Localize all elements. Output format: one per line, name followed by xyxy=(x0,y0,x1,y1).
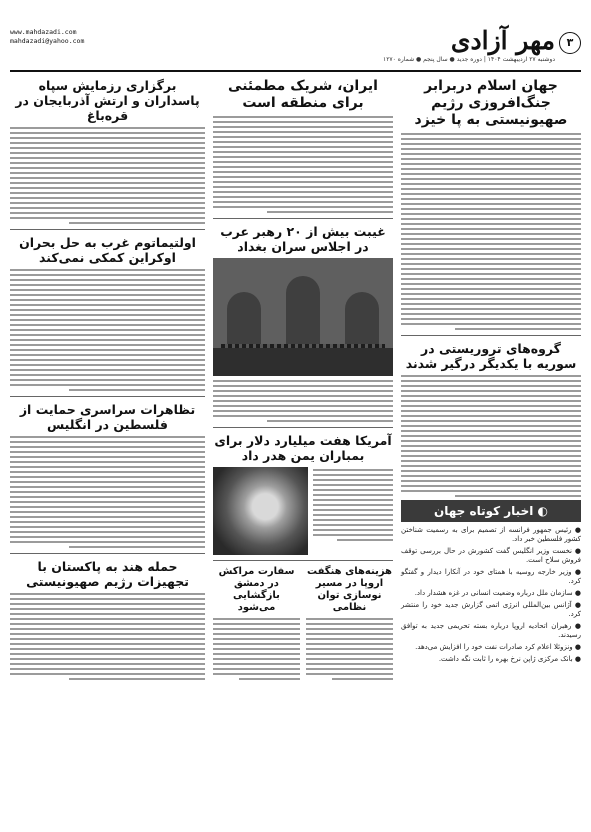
masthead-rule xyxy=(10,70,581,72)
world-news-box-title: ◐ اخبار کوتاه جهان xyxy=(401,500,581,522)
short-news-item[interactable]: ● ونزوئلا اعلام کرد صادرات نفت خود را افزایش می‌دهد. xyxy=(415,643,581,651)
divider xyxy=(10,229,205,230)
headline-baghdad-summit[interactable]: غیبت بیش از ۲۰ رهبر عرب در اجلاس سران بغداد xyxy=(220,224,386,254)
masthead-brand xyxy=(351,24,581,64)
middle-column xyxy=(213,78,393,683)
headline-iran-partner[interactable]: ایران، شریک مطمئنی برای منطقه است xyxy=(228,78,378,111)
headline-morocco-embassy[interactable]: سفارت مراکش در دمشق بازگشایی می‌شود xyxy=(218,566,295,613)
headline-syria-terror-groups[interactable]: گروه‌های تروریستی در سوریه با یکدیگر درگیر شدند xyxy=(405,341,577,371)
divider xyxy=(213,218,393,219)
short-news-item[interactable]: ● رهبران اتحادیه اروپا درباره بسته تحریمی جدید به توافق رسیدند. xyxy=(401,622,581,639)
article-body xyxy=(10,593,205,680)
masthead xyxy=(10,22,581,72)
divider xyxy=(10,396,205,397)
article-body xyxy=(10,127,205,224)
headline-india-pakistan[interactable]: حمله هند به پاکستان با تجهیزات رژیم صهیونیستی xyxy=(26,559,189,589)
right-column xyxy=(401,78,581,667)
article-body xyxy=(401,375,581,497)
headline-ukraine-ultimatum[interactable]: اولتیماتوم غرب به حل بحران اوکراین کمکی نمی‌کند xyxy=(19,235,196,265)
masthead-contact xyxy=(10,28,160,46)
globe-icon: ◐ xyxy=(537,504,549,518)
page-number: ۳ xyxy=(559,32,581,54)
date-line: دوشنبه ۲۷ اردیبهشت ۱۴۰۴ xyxy=(487,56,555,63)
issue-info: دوشنبه ۲۷ اردیبهشت ۱۴۰۴ | دوره جدید ● سال پنجم ● شماره ۱۲۷۰ xyxy=(382,56,555,63)
headline-islamic-world[interactable]: جهان اسلام دربرابر جنگ‌افروزی رژیم صهیونیستی به پا خیزد xyxy=(414,78,568,128)
issue-line: دوره جدید ● سال پنجم ● شماره ۱۲۷۰ xyxy=(382,56,482,63)
article-body xyxy=(213,618,300,680)
article-body xyxy=(306,618,393,680)
short-news-item[interactable]: ● سازمان ملل درباره وضعیت انسانی در غزه هشدار داد. xyxy=(414,589,581,597)
article-body xyxy=(213,116,393,213)
newspaper-logo: مهر آزادی xyxy=(450,26,555,55)
short-news-item[interactable]: ● نخست وزیر انگلیس گفت کشورش در حال بررسی توقف فروش سلاح است. xyxy=(401,547,581,564)
divider xyxy=(10,553,205,554)
headline-us-yemen-bombing[interactable]: آمریکا هفت میلیارد دلار برای بمباران یمن هدر داد xyxy=(214,433,392,463)
short-news-item[interactable]: ● بانک مرکزی ژاپن نرخ بهره را ثابت نگه داشت. xyxy=(438,655,581,663)
article-body xyxy=(213,380,393,422)
article-body xyxy=(313,469,393,553)
article-body xyxy=(401,133,581,330)
headline-europe-military[interactable]: هزینه‌های هنگفت اروپا در مسیر نوسازی توان نظامی xyxy=(306,566,392,613)
left-column xyxy=(10,78,205,683)
website-link[interactable]: www.mahdazadi.com xyxy=(10,28,77,36)
divider xyxy=(213,560,393,561)
article-body xyxy=(10,269,205,391)
short-news-item[interactable]: ● آژانس بین‌المللی انرژی اتمی گزارش جدید خود را منتشر کرد. xyxy=(401,601,581,618)
article-body xyxy=(10,436,205,548)
email-link[interactable]: mahdazadi@yahoo.com xyxy=(10,37,85,45)
explosion-photo xyxy=(213,467,308,555)
headline-azerbaijan-exercise[interactable]: برگزاری رزمایش سپاه پاسداران و ارتش آذربایجان در قره‌باغ xyxy=(15,78,200,123)
divider xyxy=(401,335,581,336)
divider xyxy=(213,427,393,428)
short-news-list xyxy=(401,526,581,664)
headline-uk-palestine-protest[interactable]: تظاهرات سراسری حمایت از فلسطین در انگلیس xyxy=(19,402,196,432)
short-news-item[interactable]: ● وزیر خارجه روسیه با همتای خود در آنکارا دیدار و گفتگو کرد. xyxy=(401,568,581,585)
summit-photo xyxy=(213,258,393,376)
short-news-item[interactable]: ● رئیس جمهور فرانسه از تصمیم برای به رسمیت شناختن کشور فلسطین خبر داد. xyxy=(401,526,581,543)
